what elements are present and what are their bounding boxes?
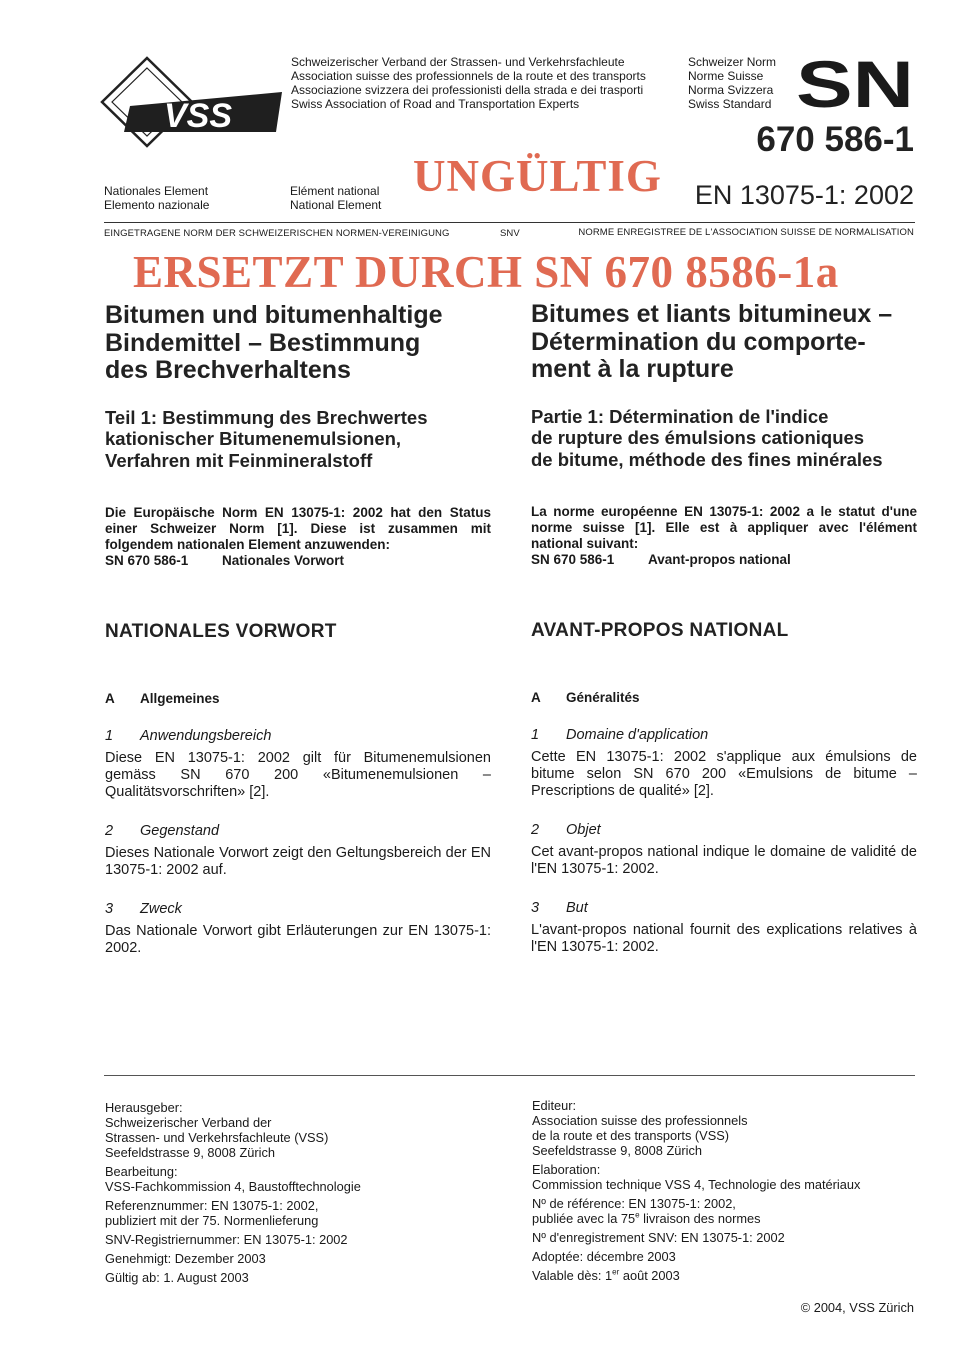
imprint-line: Genehmigt: Dezember 2003 [105, 1251, 266, 1266]
imprint-line [532, 1211, 922, 1226]
item-number: 1 [531, 727, 540, 743]
part-line: kationischer Bitumenemulsionen, [105, 428, 402, 449]
imprint-line: Association suisse des professionnels [532, 1113, 748, 1128]
association-line: Associazione svizzera dei professionisti della strada e dei trasporti [291, 83, 644, 97]
imprint-line: SNV-Registriernummer: EN 13075-1: 2002 [105, 1232, 348, 1247]
invalid-stamp: UNGÜLTIG [413, 151, 662, 201]
item-body-fr: Cet avant-propos national indique le domaine de validité de l'EN 13075-1: 2002. [531, 844, 917, 877]
imprint-text: publiée avec la 75 [532, 1211, 636, 1226]
association-line: Swiss Association of Road and Transportation Experts [291, 97, 580, 111]
norm-type-line: Norme Suisse [688, 69, 764, 83]
imprint-line: Bearbeitung: [105, 1164, 178, 1179]
imprint-line: de la route et des transports (VSS) [532, 1128, 730, 1143]
en-number: EN 13075-1: 2002 [694, 180, 914, 210]
association-line: Association suisse des professionnels de la route et des transports [291, 69, 646, 83]
divider [104, 1075, 915, 1076]
norm-type-line: Swiss Standard [688, 97, 772, 111]
imprint-line: publiziert mit der 75. Normenlieferung [105, 1213, 319, 1228]
imprint-line: Strassen- und Verkehrsfachleute (VSS) [105, 1130, 329, 1145]
imprint-line: Seefeldstrasse 9, 8008 Zürich [105, 1145, 276, 1160]
association-line: Schweizerischer Verband der Strassen- und Verkehrsfachleute [291, 55, 625, 69]
svg-text:VSS: VSS [163, 97, 233, 135]
register-note-snv: SNV [500, 228, 520, 239]
imprint-text: août 2003 [619, 1268, 680, 1283]
item-title-text: Objet [566, 822, 601, 838]
imprint-line: VSS-Fachkommission 4, Baustofftechnologie [105, 1179, 361, 1194]
part-line: Verfahren mit Feinmineralstoff [105, 449, 373, 471]
vss-logo [100, 56, 285, 148]
replaced-by-stamp: ERSETZT DURCH SN 670 8586-1a [133, 247, 839, 297]
title-line: des Brechverhaltens [105, 356, 351, 384]
imprint-line: Gültig ab: 1. August 2003 [105, 1270, 249, 1285]
item-title-text: But [566, 900, 588, 916]
part-line: de rupture des émulsions cationiques [531, 427, 865, 448]
document-number: 670 586-1 [756, 120, 914, 159]
ordinal-suffix: er [612, 1267, 620, 1277]
german-column [105, 302, 491, 957]
label-line: Nationales Element [104, 184, 209, 198]
imprint-line: Editeur: [532, 1098, 577, 1113]
item-number: 3 [105, 901, 114, 917]
national-code: SN 670 586-1 [531, 552, 615, 567]
item-title-text: Anwendungsbereich [140, 728, 272, 744]
item-number: 3 [531, 900, 540, 916]
norm-type-labels [688, 55, 776, 111]
title-line: ment à la rupture [531, 355, 734, 383]
item-title-fr [531, 727, 917, 743]
item-title-de [105, 901, 491, 917]
norm-type-line: Norma Svizzera [688, 83, 774, 97]
title-fr [531, 301, 917, 384]
imprint-fr [532, 1098, 922, 1283]
register-note-fr: NORME ENREGISTREE DE L'ASSOCIATION SUISSE DE NORMALISATION [578, 227, 914, 238]
item-body-fr: L'avant-propos national fournit des explications relatives à l'EN 13075-1: 2002. [531, 922, 917, 955]
item-title-text: Zweck [140, 901, 182, 917]
item-title-fr [531, 900, 917, 916]
subsection-title: Généralités [566, 690, 640, 705]
status-text-fr: La norme européenne EN 13075-1: 2002 a le statut d'une norme suisse [1]. Elle est à appliquer avec l'élément national suivant: [531, 504, 917, 551]
subsection-title: Allgemeines [140, 691, 220, 706]
label-line: Elemento nazionale [104, 198, 210, 212]
title-line: Bindemittel – Bestimmung [105, 328, 421, 357]
subsection-letter: A [531, 690, 541, 705]
imprint-line: Herausgeber: [105, 1100, 183, 1115]
imprint-text: livraison des normes [639, 1211, 761, 1226]
national-element-label-de [104, 184, 209, 212]
national-element-row-de [105, 553, 491, 569]
imprint-line: Nº de référence: EN 13075-1: 2002, [532, 1196, 736, 1211]
imprint-line: Nº d'enregistrement SNV: EN 13075-1: 2002 [532, 1230, 785, 1245]
section-title-fr: AVANT-PROPOS NATIONAL [531, 620, 789, 641]
imprint-text: Valable dès: 1 [532, 1268, 613, 1283]
part-line: Partie 1: Détermination de l'indice [531, 405, 829, 427]
imprint-line: Adoptée: décembre 2003 [532, 1249, 676, 1264]
item-number: 2 [531, 822, 540, 838]
section-title-de: NATIONALES VORWORT [105, 621, 337, 642]
item-title-de [105, 823, 491, 839]
part-line: Teil 1: Bestimmung des Brechwertes [105, 406, 428, 428]
item-body-de: Das Nationale Vorwort gibt Erläuterungen zur EN 13075-1: 2002. [105, 923, 491, 956]
item-body-de: Diese EN 13075-1: 2002 gilt für Bitumenemulsionen gemäss SN 670 200 «Bitumenemulsionen – Qualitätsvorschriften» [2]. [105, 750, 491, 800]
national-label: Nationales Vorwort [222, 553, 345, 568]
copyright: © 2004, VSS Zürich [800, 1300, 914, 1315]
part-line: de bitume, méthode des fines minérales [531, 448, 883, 470]
imprint-line: Schweizerischer Verband der [105, 1115, 272, 1130]
item-title-text: Domaine d'application [566, 727, 709, 743]
label-line: Elément national [290, 184, 380, 198]
imprint-de [105, 1100, 495, 1285]
norm-type-line: Schweizer Norm [688, 55, 777, 69]
divider [104, 222, 915, 223]
svg-text:SN: SN [796, 55, 914, 111]
national-label: Avant-propos national [648, 552, 791, 567]
title-line: Bitumen und bitumenhaltige [105, 301, 443, 329]
status-text-de: Die Europäische Norm EN 13075-1: 2002 hat den Status einer Schweizer Norm [1]. Diese ist zusammen mit folgendem nationalen Element anzuwenden: [105, 505, 491, 552]
part-title-de [105, 407, 491, 472]
imprint-line: Seefeldstrasse 9, 8008 Zürich [532, 1143, 703, 1158]
title-line: Bitumes et liants bitumineux – [531, 300, 893, 328]
subsection-heading-fr [531, 690, 917, 705]
item-number: 1 [105, 728, 114, 744]
item-title-de [105, 728, 491, 744]
imprint-line: Elaboration: [532, 1162, 601, 1177]
part-title-fr [531, 406, 917, 471]
title-de [105, 302, 491, 385]
title-line: Détermination du comporte- [531, 327, 866, 356]
item-title-text: Gegenstand [140, 823, 220, 839]
imprint-line: Commission technique VSS 4, Technologie des matériaux [532, 1177, 861, 1192]
item-body-de: Dieses Nationale Vorwort zeigt den Geltungsbereich der EN 13075-1: 2002 auf. [105, 845, 491, 878]
sn-mark [795, 55, 915, 111]
subsection-letter: A [105, 691, 115, 706]
item-title-fr [531, 822, 917, 838]
national-code: SN 670 586-1 [105, 553, 189, 568]
register-note-de: EINGETRAGENE NORM DER SCHWEIZERISCHEN NORMEN-VEREINIGUNG [104, 228, 450, 239]
imprint-line: Referenznummer: EN 13075-1: 2002, [105, 1198, 319, 1213]
item-body-fr: Cette EN 13075-1: 2002 s'applique aux émulsions de bitume selon SN 670 200 «Emulsions de bitume – Prescriptions de qualité» [2]. [531, 749, 917, 799]
ordinal-suffix: e [635, 1210, 640, 1220]
french-column [531, 301, 917, 956]
label-line: National Element [290, 198, 382, 212]
imprint-line [532, 1268, 922, 1283]
subsection-heading-de [105, 691, 491, 706]
item-number: 2 [105, 823, 114, 839]
national-element-row-fr [531, 552, 917, 568]
association-names [291, 55, 646, 111]
national-element-label-fr [290, 184, 381, 212]
